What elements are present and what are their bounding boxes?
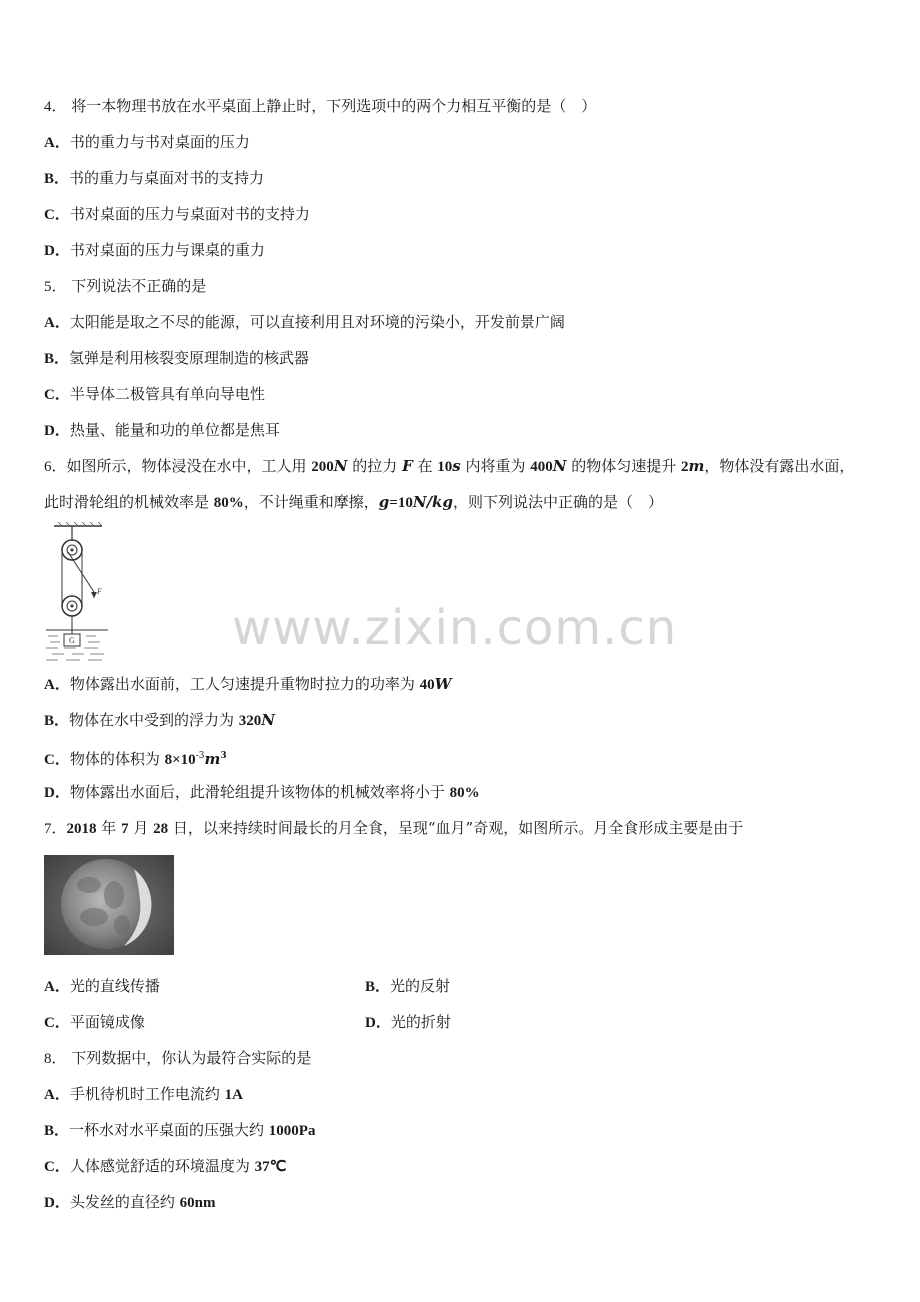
question-text: 下列说法不正确的是 xyxy=(71,277,207,295)
option-number: 1A xyxy=(224,1087,243,1103)
option-text: 物体露出水面后，此滑轮组提升该物体的机械效率将小于 xyxy=(69,783,450,801)
weight-label: G xyxy=(69,636,75,645)
stem-unit: m xyxy=(688,457,705,475)
q4-option-d[interactable] xyxy=(44,239,265,262)
option-label: A． xyxy=(44,979,70,995)
option-text: 平面镜成像 xyxy=(69,1013,145,1031)
option-text: 物体在水中受到的浮力为 xyxy=(69,711,239,729)
option-label: D． xyxy=(44,1195,70,1211)
option-label: D． xyxy=(44,243,70,259)
option-text: 书的重力与书对桌面的压力 xyxy=(69,133,250,151)
question-number: 4 xyxy=(44,99,52,115)
option-label: B． xyxy=(44,351,70,367)
question-5-stem: 5． 下列说法不正确的是 xyxy=(44,277,207,295)
option-exponent: 3 xyxy=(220,751,227,761)
option-exponent: -3 xyxy=(195,751,205,761)
option-label: C． xyxy=(44,207,70,223)
option-text: 光的折射 xyxy=(390,1013,451,1031)
stem-variable: g xyxy=(378,493,390,511)
option-unit: W xyxy=(434,675,452,693)
option-unit: N xyxy=(261,711,276,729)
option-label: B． xyxy=(44,713,70,729)
q5-option-d[interactable] xyxy=(44,419,280,442)
q7-option-d[interactable] xyxy=(365,1011,451,1034)
option-text: 氢弹是利用核裂变原理制造的核武器 xyxy=(69,349,310,367)
option-text: 手机待机时工作电流约 xyxy=(69,1085,225,1103)
question-4-stem: 4． 将一本物理书放在水平桌面上静止时，下列选项中的两个力相互平衡的是（ ） xyxy=(44,97,597,115)
option-label: B． xyxy=(365,979,391,995)
question-text: 将一本物理书放在水平桌面上静止时，下列选项中的两个力相互平衡的是（ ） xyxy=(71,97,597,115)
option-number: 1000Pa xyxy=(268,1123,316,1139)
stem-text: 此时滑轮组的机械效率是 xyxy=(44,493,214,511)
q7-option-a[interactable] xyxy=(44,975,160,998)
q4-option-c[interactable] xyxy=(44,203,310,226)
q5-option-a[interactable] xyxy=(44,311,565,334)
stem-text: 内将重为 xyxy=(460,457,531,475)
stem-number: 200 xyxy=(311,459,334,475)
option-text: 头发丝的直径约 xyxy=(69,1193,180,1211)
option-text: 人体感觉舒适的环境温度为 xyxy=(69,1157,255,1175)
option-label: D． xyxy=(44,785,70,801)
pulley-diagram xyxy=(44,522,114,664)
option-text: 书对桌面的压力与课桌的重力 xyxy=(69,241,265,259)
option-text: 一杯水对水平桌面的压强大约 xyxy=(69,1121,269,1139)
stem-text: ，则下列说法中正确的是（ ） xyxy=(452,493,663,511)
q4-option-b[interactable] xyxy=(44,167,264,190)
option-label: B． xyxy=(44,1123,70,1139)
option-text: 物体的体积为 xyxy=(69,750,165,768)
q6-option-b[interactable] xyxy=(44,709,275,732)
stem-number: 400 xyxy=(530,459,553,475)
stem-number: 2 xyxy=(681,459,689,475)
watermark: www.zixin.com.cn xyxy=(232,600,678,656)
stem-number: 10 xyxy=(437,459,453,475)
option-text: 光的反射 xyxy=(390,977,451,995)
stem-number: 28 xyxy=(153,821,169,837)
q8-option-d[interactable] xyxy=(44,1191,215,1214)
q6-option-d[interactable] xyxy=(44,781,480,804)
q8-option-a[interactable] xyxy=(44,1083,243,1106)
q7-option-b[interactable] xyxy=(365,975,450,998)
option-label: A． xyxy=(44,677,70,693)
q8-option-b[interactable] xyxy=(44,1119,315,1142)
option-label: D． xyxy=(365,1015,391,1031)
option-label: A． xyxy=(44,1087,70,1103)
option-number: 8×10 xyxy=(164,752,196,768)
q5-option-b[interactable] xyxy=(44,347,309,370)
option-label: A． xyxy=(44,135,70,151)
option-text: 热量、能量和功的单位都是焦耳 xyxy=(69,421,280,439)
stem-text: 在 xyxy=(412,457,438,475)
question-number: 8 xyxy=(44,1051,52,1067)
question-6-stem-line1: 6．如图所示，物体浸没在水中，工人用 200N 的拉力 F 在 10s 内将重为 400N 的物体匀速提升 2m，物体没有露出水面， xyxy=(44,457,855,475)
option-number: 60nm xyxy=(179,1195,216,1211)
question-8-stem: 8． 下列数据中，你认为最符合实际的是 xyxy=(44,1049,312,1067)
lunar-eclipse-photo xyxy=(44,855,174,955)
stem-number: 2018 xyxy=(66,821,97,837)
q6-option-c[interactable] xyxy=(44,745,227,771)
stem-number: 80% xyxy=(213,495,244,511)
force-label: F xyxy=(97,587,102,596)
stem-text: ，不计绳重和摩擦， xyxy=(243,493,379,511)
question-number: 5 xyxy=(44,279,52,295)
stem-text: 月 xyxy=(128,819,154,837)
stem-text: 日，以来持续时间最长的月全食，呈现“血月”奇观，如图所示。月全食形成主要是由于 xyxy=(168,819,744,837)
option-text: 物体露出水面前，工人匀速提升重物时拉力的功率为 xyxy=(69,675,420,693)
stem-text: 的物体匀速提升 xyxy=(566,457,682,475)
stem-text: 年 xyxy=(96,819,122,837)
option-text: 光的直线传播 xyxy=(69,977,160,995)
option-text: 太阳能是取之不尽的能源，可以直接利用且对环境的污染小，开发前景广阔 xyxy=(69,313,565,331)
option-label: D． xyxy=(44,423,70,439)
option-text: 书的重力与桌面对书的支持力 xyxy=(69,169,265,187)
option-label: C． xyxy=(44,1015,70,1031)
q5-option-c[interactable] xyxy=(44,383,265,406)
q7-option-c[interactable] xyxy=(44,1011,145,1034)
stem-number: =10 xyxy=(389,495,413,511)
option-unit: m xyxy=(204,750,221,768)
option-number: 40 xyxy=(419,677,435,693)
option-label: A． xyxy=(44,315,70,331)
q6-option-a[interactable] xyxy=(44,673,451,696)
option-label: C． xyxy=(44,1159,70,1175)
question-7-stem: 7．2018 年 7 月 28 日，以来持续时间最长的月全食，呈现“血月”奇观，如图所示。月全食形成主要是由于 xyxy=(44,819,744,837)
option-number: 80% xyxy=(449,785,480,801)
option-text: 书对桌面的压力与桌面对书的支持力 xyxy=(69,205,310,223)
option-label: B． xyxy=(44,171,70,187)
stem-variable: F xyxy=(402,457,413,475)
option-label: C． xyxy=(44,387,70,403)
stem-text: 如图所示，物体浸没在水中，工人用 xyxy=(66,457,312,475)
option-text: 半导体二极管具有单向导电性 xyxy=(69,385,265,403)
stem-unit: N xyxy=(333,457,348,475)
stem-unit: N/kg xyxy=(412,493,453,511)
stem-unit: s xyxy=(452,457,461,475)
stem-text: ，物体没有露出水面， xyxy=(704,457,855,475)
option-label: C． xyxy=(44,752,70,768)
q8-option-c[interactable] xyxy=(44,1155,286,1178)
stem-unit: N xyxy=(552,457,567,475)
question-text: 下列数据中，你认为最符合实际的是 xyxy=(71,1049,312,1067)
stem-text: 的拉力 xyxy=(347,457,403,475)
q4-option-a[interactable] xyxy=(44,131,250,154)
question-6-stem-line2 xyxy=(44,491,663,514)
option-number: 37℃ xyxy=(254,1159,287,1175)
question-number: 6 xyxy=(44,459,52,475)
option-number: 320 xyxy=(238,713,262,729)
stem-number: 7 xyxy=(121,821,129,837)
question-number: 7 xyxy=(44,821,52,837)
